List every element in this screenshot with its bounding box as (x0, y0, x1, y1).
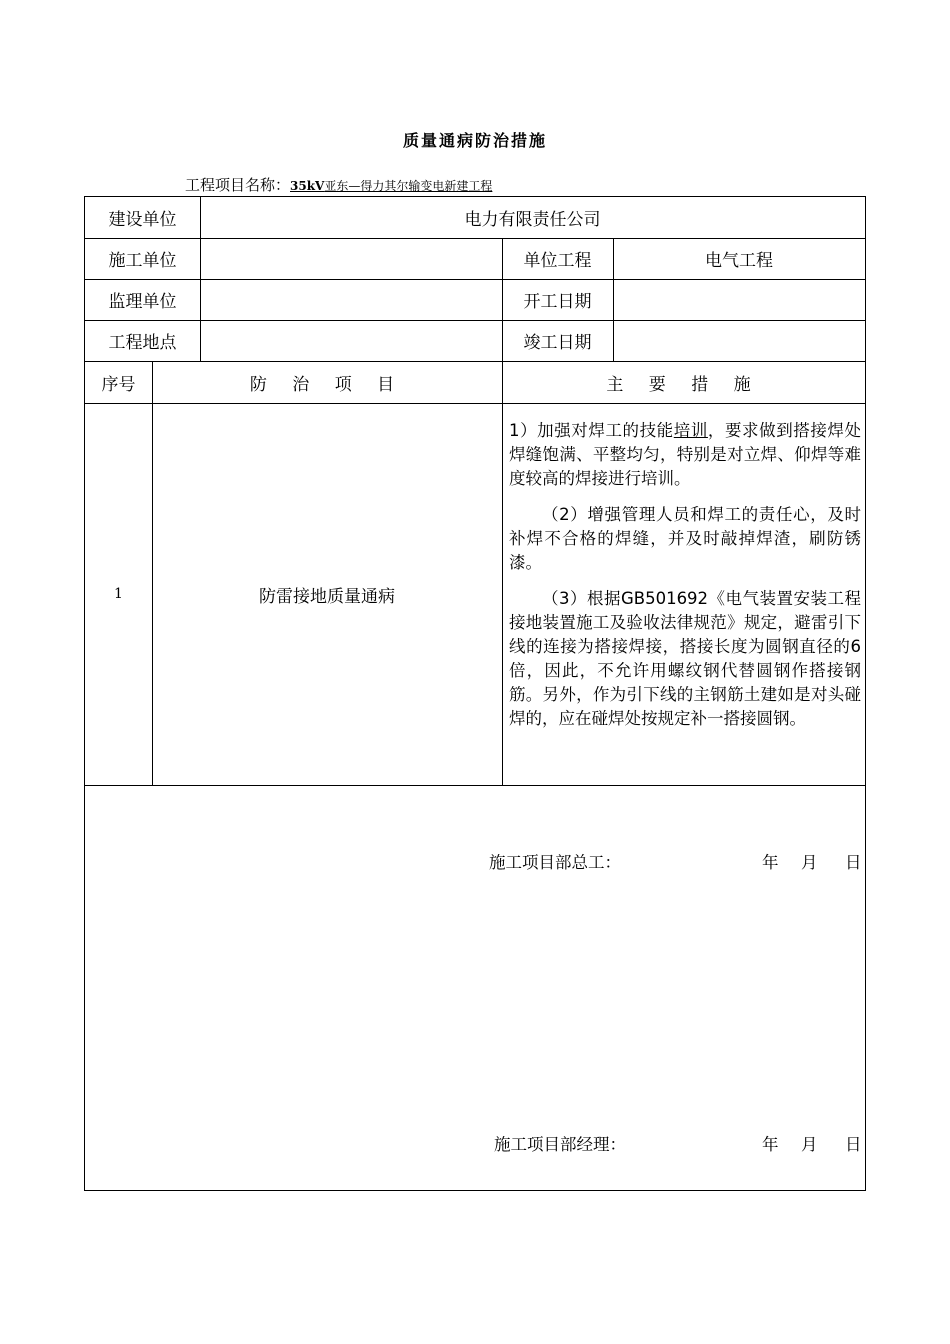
chief-month: 月 (801, 853, 818, 872)
manager-month: 月 (801, 1135, 818, 1154)
project-name-label: 工程项目名称： (185, 176, 291, 194)
measure-2: （2）增强管理人员和焊工的责任心，及时补焊不合格的焊缝，并及时敲掉焊渣，刷防锈漆。 (509, 505, 861, 572)
form-table (84, 196, 866, 1191)
site-value (200, 320, 502, 361)
end-date-label: 竣工日期 (523, 333, 592, 353)
end-date-value (613, 320, 865, 361)
builder-label: 施工单位 (108, 251, 177, 271)
page-title: 质量通病防治措施 (402, 131, 547, 150)
chief-engineer-label: 施工项目部总工： (489, 853, 621, 872)
measure-1-link-text: 培训 (673, 421, 708, 440)
project-name-voltage: 35kV (290, 179, 325, 193)
supervisor-label: 监理单位 (108, 292, 177, 312)
project-name-text: 亚东—得力其尔输变电新建工程 (324, 179, 493, 193)
site-label: 工程地点 (108, 333, 177, 353)
construction-unit-label: 建设单位 (108, 210, 177, 230)
row-seq: 1 (114, 586, 123, 602)
manager-year: 年 (762, 1135, 779, 1154)
project-name-line (185, 174, 492, 195)
col-header-item: 防 治 项 目 (249, 374, 405, 395)
row-divider (85, 785, 865, 786)
manager-label: 施工项目部经理： (494, 1135, 626, 1154)
chief-day: 日 (845, 853, 862, 872)
project-name-value (290, 179, 492, 193)
manager-day: 日 (845, 1135, 862, 1154)
chief-year: 年 (762, 853, 779, 872)
col-header-measures: 主 要 措 施 (606, 374, 761, 395)
unit-project-value: 电气工程 (705, 251, 773, 271)
construction-unit-value: 电力有限责任公司 (464, 210, 601, 230)
col-header-seq: 序号 (101, 374, 136, 395)
measure-1: 1）加强对焊工的技能培训，要求做到搭接焊处焊缝饱满、平整均匀，特别是对立焊、仰焊等难度较高的焊接进行培训。 (509, 421, 862, 488)
row-item: 防雷接地质量通病 (259, 586, 395, 607)
measure-3: （3）根据GB501692《电气装置安装工程接地装置施工及验收法律规范》规定，避雷引下线的连接为搭接焊接，搭接长度为圆钢直径的6倍，因此，不允许用螺纹钢代替圆钢作搭接钢筋。另外，作为引下线的主钢筋土建如是对头碰焊的，应在碰焊处按规定补一搭接圆钢。 (509, 589, 861, 728)
start-date-label: 开工日期 (523, 292, 592, 312)
unit-project-label: 单位工程 (523, 251, 592, 271)
builder-value (200, 238, 502, 279)
start-date-value (613, 279, 865, 320)
supervisor-value (200, 279, 502, 320)
row-measures (509, 419, 861, 743)
